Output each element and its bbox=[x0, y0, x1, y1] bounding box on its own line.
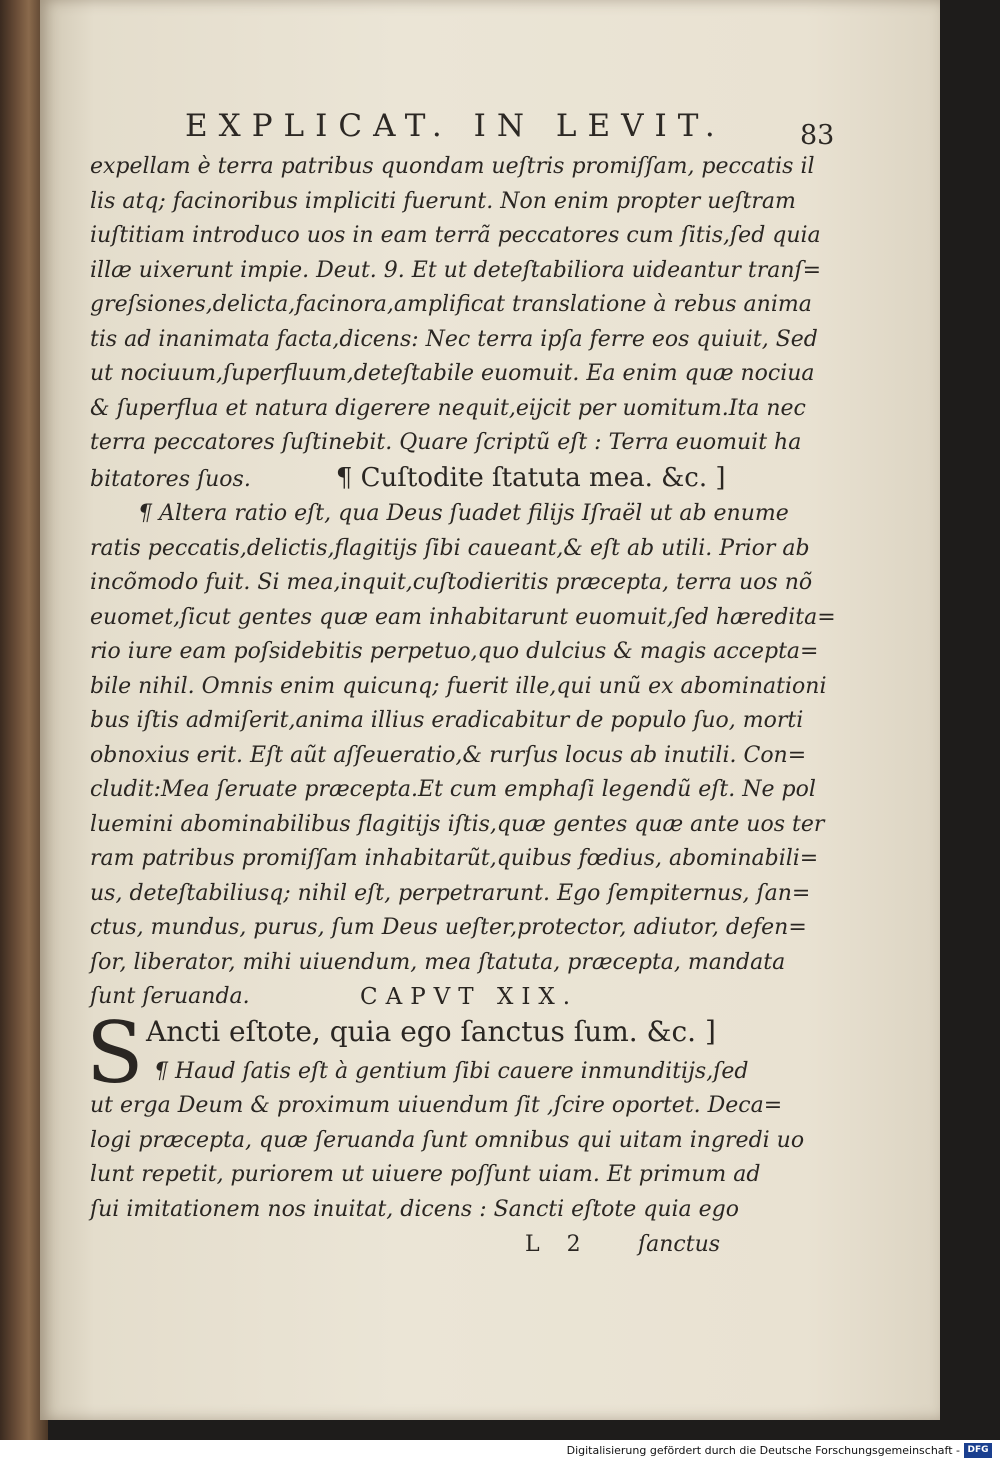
text-line: ſor, liberator, mihi uiuendum, mea ſtatuta, præcepta, mandata bbox=[90, 949, 786, 975]
text-line: logi præcepta, quæ ſeruanda ſunt omnibus qui uitam ingredi uo bbox=[90, 1127, 805, 1153]
signature-mark: L 2 bbox=[525, 1232, 591, 1257]
text-line: bus iſtis admiſerit,anima illius eradicabitur de populo ſuo, morti bbox=[90, 708, 804, 733]
body-text bbox=[86, 150, 836, 1227]
text-line: ratis peccatis,delictis,flagitijs ſibi caueant,& eſt ab utili. Prior ab bbox=[90, 535, 810, 561]
dfg-logo: DFG bbox=[964, 1443, 992, 1458]
footer-bar bbox=[0, 1440, 1000, 1463]
folio-number: 83 bbox=[800, 120, 835, 151]
running-head: EXPLICAT. IN LEVIT. bbox=[185, 108, 726, 144]
text-line: ut erga Deum & proximum uiuendum ſit ,ſcire oportet. Deca= bbox=[90, 1093, 783, 1118]
text-line: tis ad inanimata facta,dicens: Nec terra ipſa ferre eos quiuit, Sed bbox=[90, 326, 818, 352]
text-line: ut nociuum,ſuperfluum,deteſtabile euomuit. Ea enim quæ nociua bbox=[90, 361, 815, 386]
text-line: lis atq; facinoribus impliciti fuerunt. Non enim propter ueſtram bbox=[90, 188, 796, 214]
chapter-heading: CAPVT XIX. bbox=[360, 984, 579, 1010]
text-line: ¶ Altera ratio eſt, qua Deus ſuadet filijs Iſraël ut ab enume bbox=[138, 501, 789, 526]
text-line: obnoxius erit. Eſt aũt aſſeueratio,& rurſus locus ab inutili. Con= bbox=[90, 742, 807, 768]
text-line: ram patribus promiſſam inhabitarũt,quibus fœdius, abominabili= bbox=[90, 846, 819, 871]
book-page bbox=[40, 0, 940, 1420]
text-line: terra peccatores ſuſtinebit. Quare ſcriptũ eſt : Terra euomuit ha bbox=[90, 430, 802, 455]
text-line: expellam è terra patribus quondam ueſtris promiſſam, peccatis il bbox=[90, 154, 815, 179]
text-line: & ſuperflua et natura digerere nequit,eijcit per uomitum.Ita nec bbox=[90, 395, 806, 421]
text-fragment: ſunt ſeruanda. bbox=[90, 984, 250, 1009]
text-fragment: bitatores ſuos. bbox=[90, 466, 251, 492]
text-line-with-lemma bbox=[90, 461, 760, 498]
text-line: rio iure eam poſsidebitis perpetuo,quo dulcius & magis accepta= bbox=[90, 639, 819, 664]
text-line: lunt repetit, puriorem ut uiuere poſſunt uiam. Et primum ad bbox=[90, 1162, 761, 1187]
text-line: ſui imitationem nos inuitat, dicens : Sancti eſtote quia ego bbox=[90, 1196, 739, 1222]
text-line: greſsiones,delicta,facinora,amplificat translatione à rebus anima bbox=[90, 292, 812, 317]
text-line: euomet,ſicut gentes quæ eam inhabitarunt euomuit,ſed hæredita= bbox=[90, 604, 836, 630]
text-line: illæ uixerunt impie. Deut. 9. Et ut deteſtabiliora uideantur tranſ= bbox=[90, 257, 822, 283]
text-line-with-chapter bbox=[90, 980, 760, 1015]
text-line: cludit:Mea ſeruate præcepta.Et cum emphaſi legendũ eſt. Ne pol bbox=[90, 777, 816, 802]
text-line: ctus, mundus, purus, ſum Deus ueſter,protector, adiutor, defen= bbox=[90, 915, 807, 940]
text-line: iuſtitiam introduco uos in eam terrã peccatores cum ſitis,ſed quia bbox=[90, 223, 821, 248]
text-line: luemini abominabilibus flagitijs iſtis,quæ gentes quæ ante uos ter bbox=[90, 811, 825, 837]
drop-cap: S bbox=[86, 1003, 144, 1102]
text-line: incõmodo fuit. Si mea,inquit,cuſtodieritis præcepta, terra uos nõ bbox=[90, 570, 813, 595]
text-line: ¶ Haud ſatis eſt à gentium ſibi cauere inmunditijs,ſed bbox=[154, 1058, 749, 1084]
text-line: bile nihil. Omnis enim quicunq; fuerit ille,qui unũ ex abominationi bbox=[90, 673, 827, 699]
chapter-lemma: Ancti eſtote, quia ego ſanctus ſum. &c. ] bbox=[146, 1014, 716, 1048]
text-line: us, deteſtabiliusq; nihil eſt, perpetrarunt. Ego ſempiternus, ſan= bbox=[90, 880, 811, 906]
funding-credit: Digitalisierung gefördert durch die Deutsche Forschungsgemeinschaft - bbox=[566, 1444, 960, 1457]
catchword: ſanctus bbox=[638, 1232, 721, 1257]
lemma-heading: ¶ Cuſtodite ſtatuta mea. &c. ] bbox=[335, 462, 726, 493]
